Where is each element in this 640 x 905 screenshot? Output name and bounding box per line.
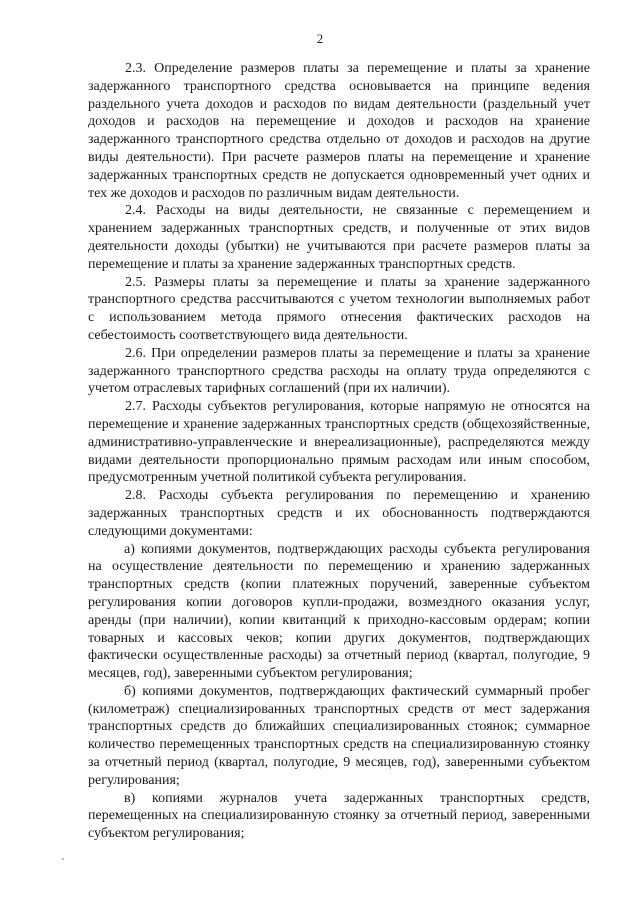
paragraph-2-6: 2.6. При определении размеров платы за перемещение и платы за хранение задержанного транспортного средства расходы на оплату труда определяются с учетом отраслевых тарифных соглашений (при их наличии). (88, 345, 590, 397)
paragraph-2-7: 2.7. Расходы субъектов регулирования, которые напрямую не относятся на перемещение и хранение задержанных транспортных средств (общехозяйственные, административно-управленческие и внереализационные), распределяются между видами деятельности пропорционально прямым расходам или иным способом, предусмотренным учетной политикой субъекта регулирования. (88, 399, 590, 486)
paragraph-2-4: 2.4. Расходы на виды деятельности, не связанные с перемещением и хранением задержанных транспортных средств, и полученные от этих видов деятельности доходы (убытки) не учитываются при расчете размеров платы за перемещение и платы за хранение задержанных транспортных средств. (88, 203, 590, 272)
document-body (88, 60, 590, 843)
paragraph-2-3: 2.3. Определение размеров платы за перемещение и платы за хранение задержанного транспортного средства основывается на принципе ведения раздельного учета доходов и расходов по видам деятельности (раздельный учет доходов и расходов на перемещение и доходов и расходов на хранение задержанного транспортного средства отдельно от доходов и расходов на другие виды деятельности). При расчете размеров платы на перемещение и хранение задержанных транспортных средств не допускается одновременный учет одних и тех же доходов и расходов по различным видам деятельности. (88, 61, 590, 201)
subparagraph-b: б) копиями документов, подтверждающих фактический суммарный пробег (километраж) специализированных транспортных средств от мест задержания транспортных средств до ближайших специализированных стоянок; суммарное количество перемещенных транспортных средств на специализированную стоянку за отчетный период (квартал, полугодие, 9 месяцев, год), заверенными субъектом регулирования; (88, 683, 590, 788)
paragraph-2-5: 2.5. Размеры платы за перемещение и платы за хранение задержанного транспортного средства рассчитываются с учетом технологии выполняемых работ с использованием метода прямого отнесения фактических расходов на себестоимость соответствующего вида деятельности. (88, 274, 590, 343)
subparagraph-a: а) копиями документов, подтверждающих расходы субъекта регулирования на осуществление деятельности по перемещению и хранению задержанных транспортных средств (копии платежных поручений, заверенные субъектом регулирования копии договоров купли-продажи, возмездного оказания услуг, аренды (при наличии), копии квитанций к приходно-кассовым ордерам; копии товарных и кассовых чеков; копии других документов, подтверждающих фактически осуществленные расходы) за отчетный период (квартал, полугодие, 9 месяцев, год), заверенными субъектом регулирования; (88, 541, 590, 682)
scan-speck (62, 858, 64, 860)
subparagraph-v: в) копиями журналов учета задержанных транспортных средств, перемещенных на специализированную стоянку за отчетный период, заверенными субъектом регулирования; (88, 790, 590, 842)
paragraph-2-8: 2.8. Расходы субъекта регулирования по перемещению и хранению задержанных транспортных средств и их обоснованность подтверждаются следующими документами: (88, 488, 590, 539)
page-number: 2 (316, 31, 324, 46)
